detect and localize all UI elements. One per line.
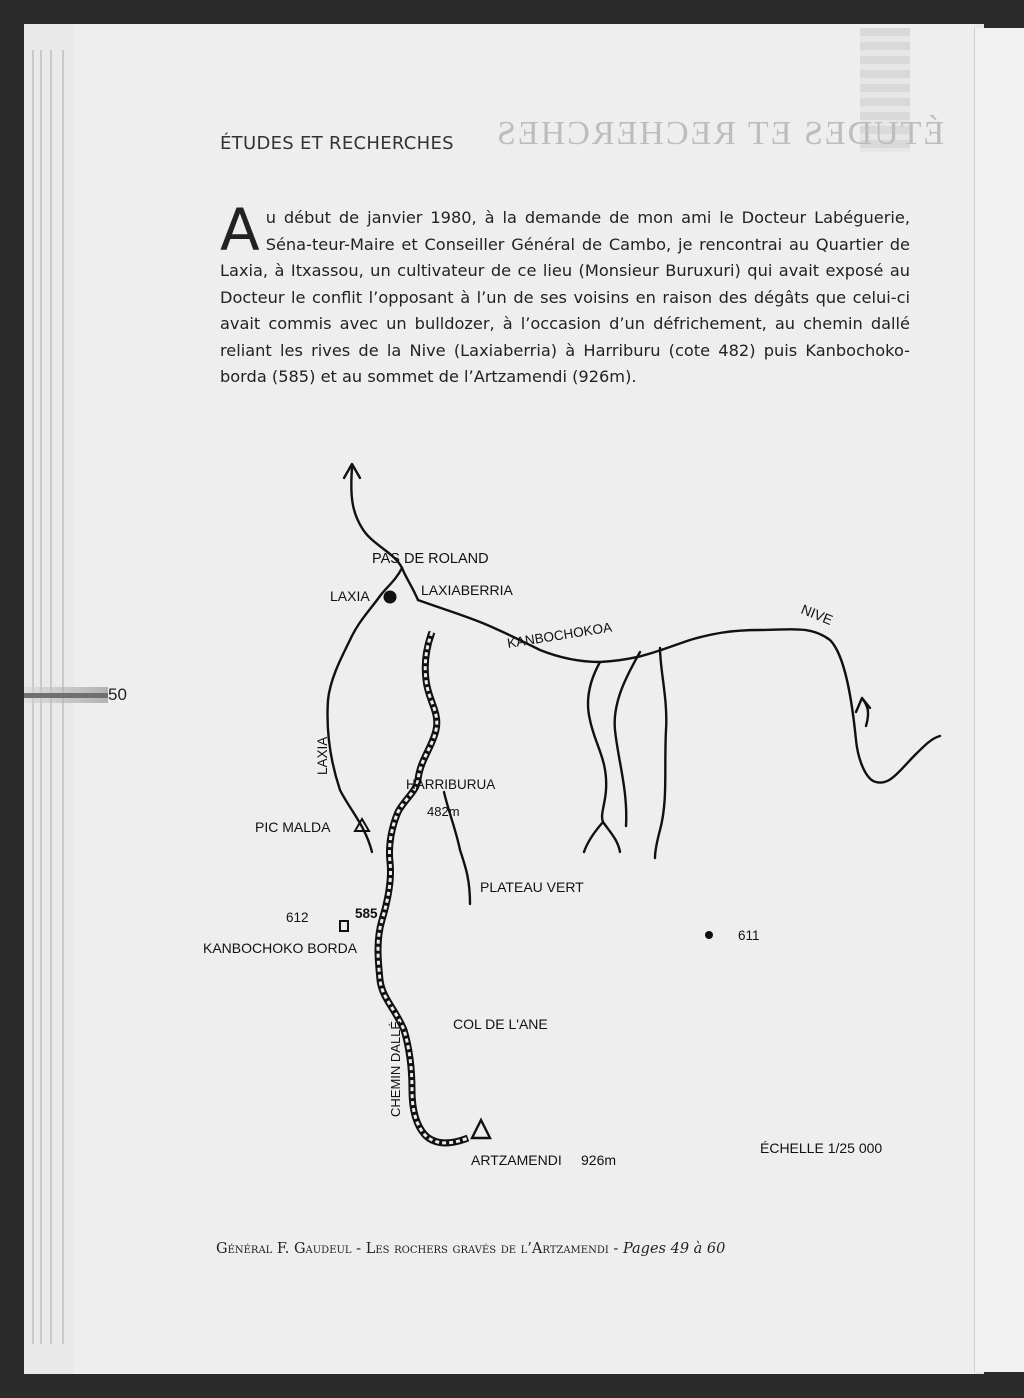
- label-laxia: LAXIA: [330, 588, 370, 604]
- label-harriburua: HARRIBURUA: [406, 777, 496, 792]
- label-harriburua-altitude: 482m: [427, 804, 460, 819]
- nive-flow-arrow-icon: [856, 698, 870, 726]
- bleed-through-header: ÉTUDES ET RECHERCHES: [495, 115, 945, 152]
- body-text: u début de janvier 1980, à la demande de mon ami le Docteur Labéguerie, Séna-teur-Maire et Conseiller Général de Cambo, je rencontrai au Quartier de Laxia, à Itxassou, un cultivateur de ce lieu (Monsieur Buruxuri) qui avait exposé au Docteur le conflit l’opposant à l’un de ses voisins en raison des dégâts que celui-ci avait commis avec un bulldozer, à l’occasion d’un défrichement, au chemin dallé reliant les rives de la Nive (Laxiaberria) à Harriburu (cote 482) puis Kanbochoko-borda (585) et au sommet de l’Artzamendi (926m).: [220, 208, 910, 386]
- kanbochoko-borda-square-icon: [340, 921, 348, 931]
- label-chemin-dalle: CHEMIN DALLÉ: [388, 1020, 403, 1117]
- drop-cap: A: [220, 196, 260, 264]
- point-611-dot-icon: [705, 931, 713, 939]
- laxia-stream: [328, 568, 403, 852]
- label-laxiaberria: LAXIABERRIA: [421, 582, 513, 598]
- tributary-2: [615, 652, 640, 826]
- artzamendi-triangle-icon: [472, 1120, 490, 1138]
- footer-article-title: Les rochers gravés de l’Artzamendi: [365, 1241, 609, 1257]
- label-plateau-vert: PLATEAU VERT: [480, 879, 584, 895]
- footer-author: Général F. Gaudeul: [216, 1241, 352, 1257]
- label-altitude-585: 585: [355, 906, 378, 921]
- footer-separator-2: -: [608, 1241, 623, 1257]
- tributary-3: [655, 648, 666, 858]
- label-kanbochoko-borda: KANBOCHOKO BORDA: [203, 940, 358, 956]
- tributary-1: [588, 662, 606, 822]
- footer-separator: -: [351, 1241, 366, 1257]
- pas-de-roland-branch: [402, 568, 418, 600]
- footer-pages: Pages 49 à 60: [622, 1241, 726, 1257]
- label-pas-de-roland: PAS DE ROLAND: [372, 551, 489, 567]
- tributary-1-fork-a: [584, 822, 603, 852]
- label-scale: ÉCHELLE 1/25 000: [760, 1140, 883, 1156]
- section-title: ÉTUDES ET RECHERCHES: [220, 133, 454, 154]
- tributary-1-fork-b: [603, 822, 620, 852]
- footer-citation: [216, 1241, 725, 1257]
- label-pic-malda: PIC MALDA: [255, 819, 331, 835]
- label-artzamendi-altitude: 926m: [581, 1152, 617, 1168]
- laxia-dot-icon: [384, 591, 397, 604]
- label-point-611: 611: [738, 928, 760, 943]
- label-artzamendi: ARTZAMENDI: [471, 1152, 562, 1168]
- label-col-de-lane: COL DE L'ANE: [453, 1016, 548, 1032]
- page-number: 50: [108, 685, 127, 704]
- label-kanbochokoa: KANBOCHOKOA: [506, 619, 613, 651]
- label-laxia-river: LAXIA: [315, 736, 330, 775]
- nive-river: [418, 600, 940, 783]
- label-altitude-612: 612: [286, 910, 309, 925]
- label-nive: NIVE: [798, 600, 836, 629]
